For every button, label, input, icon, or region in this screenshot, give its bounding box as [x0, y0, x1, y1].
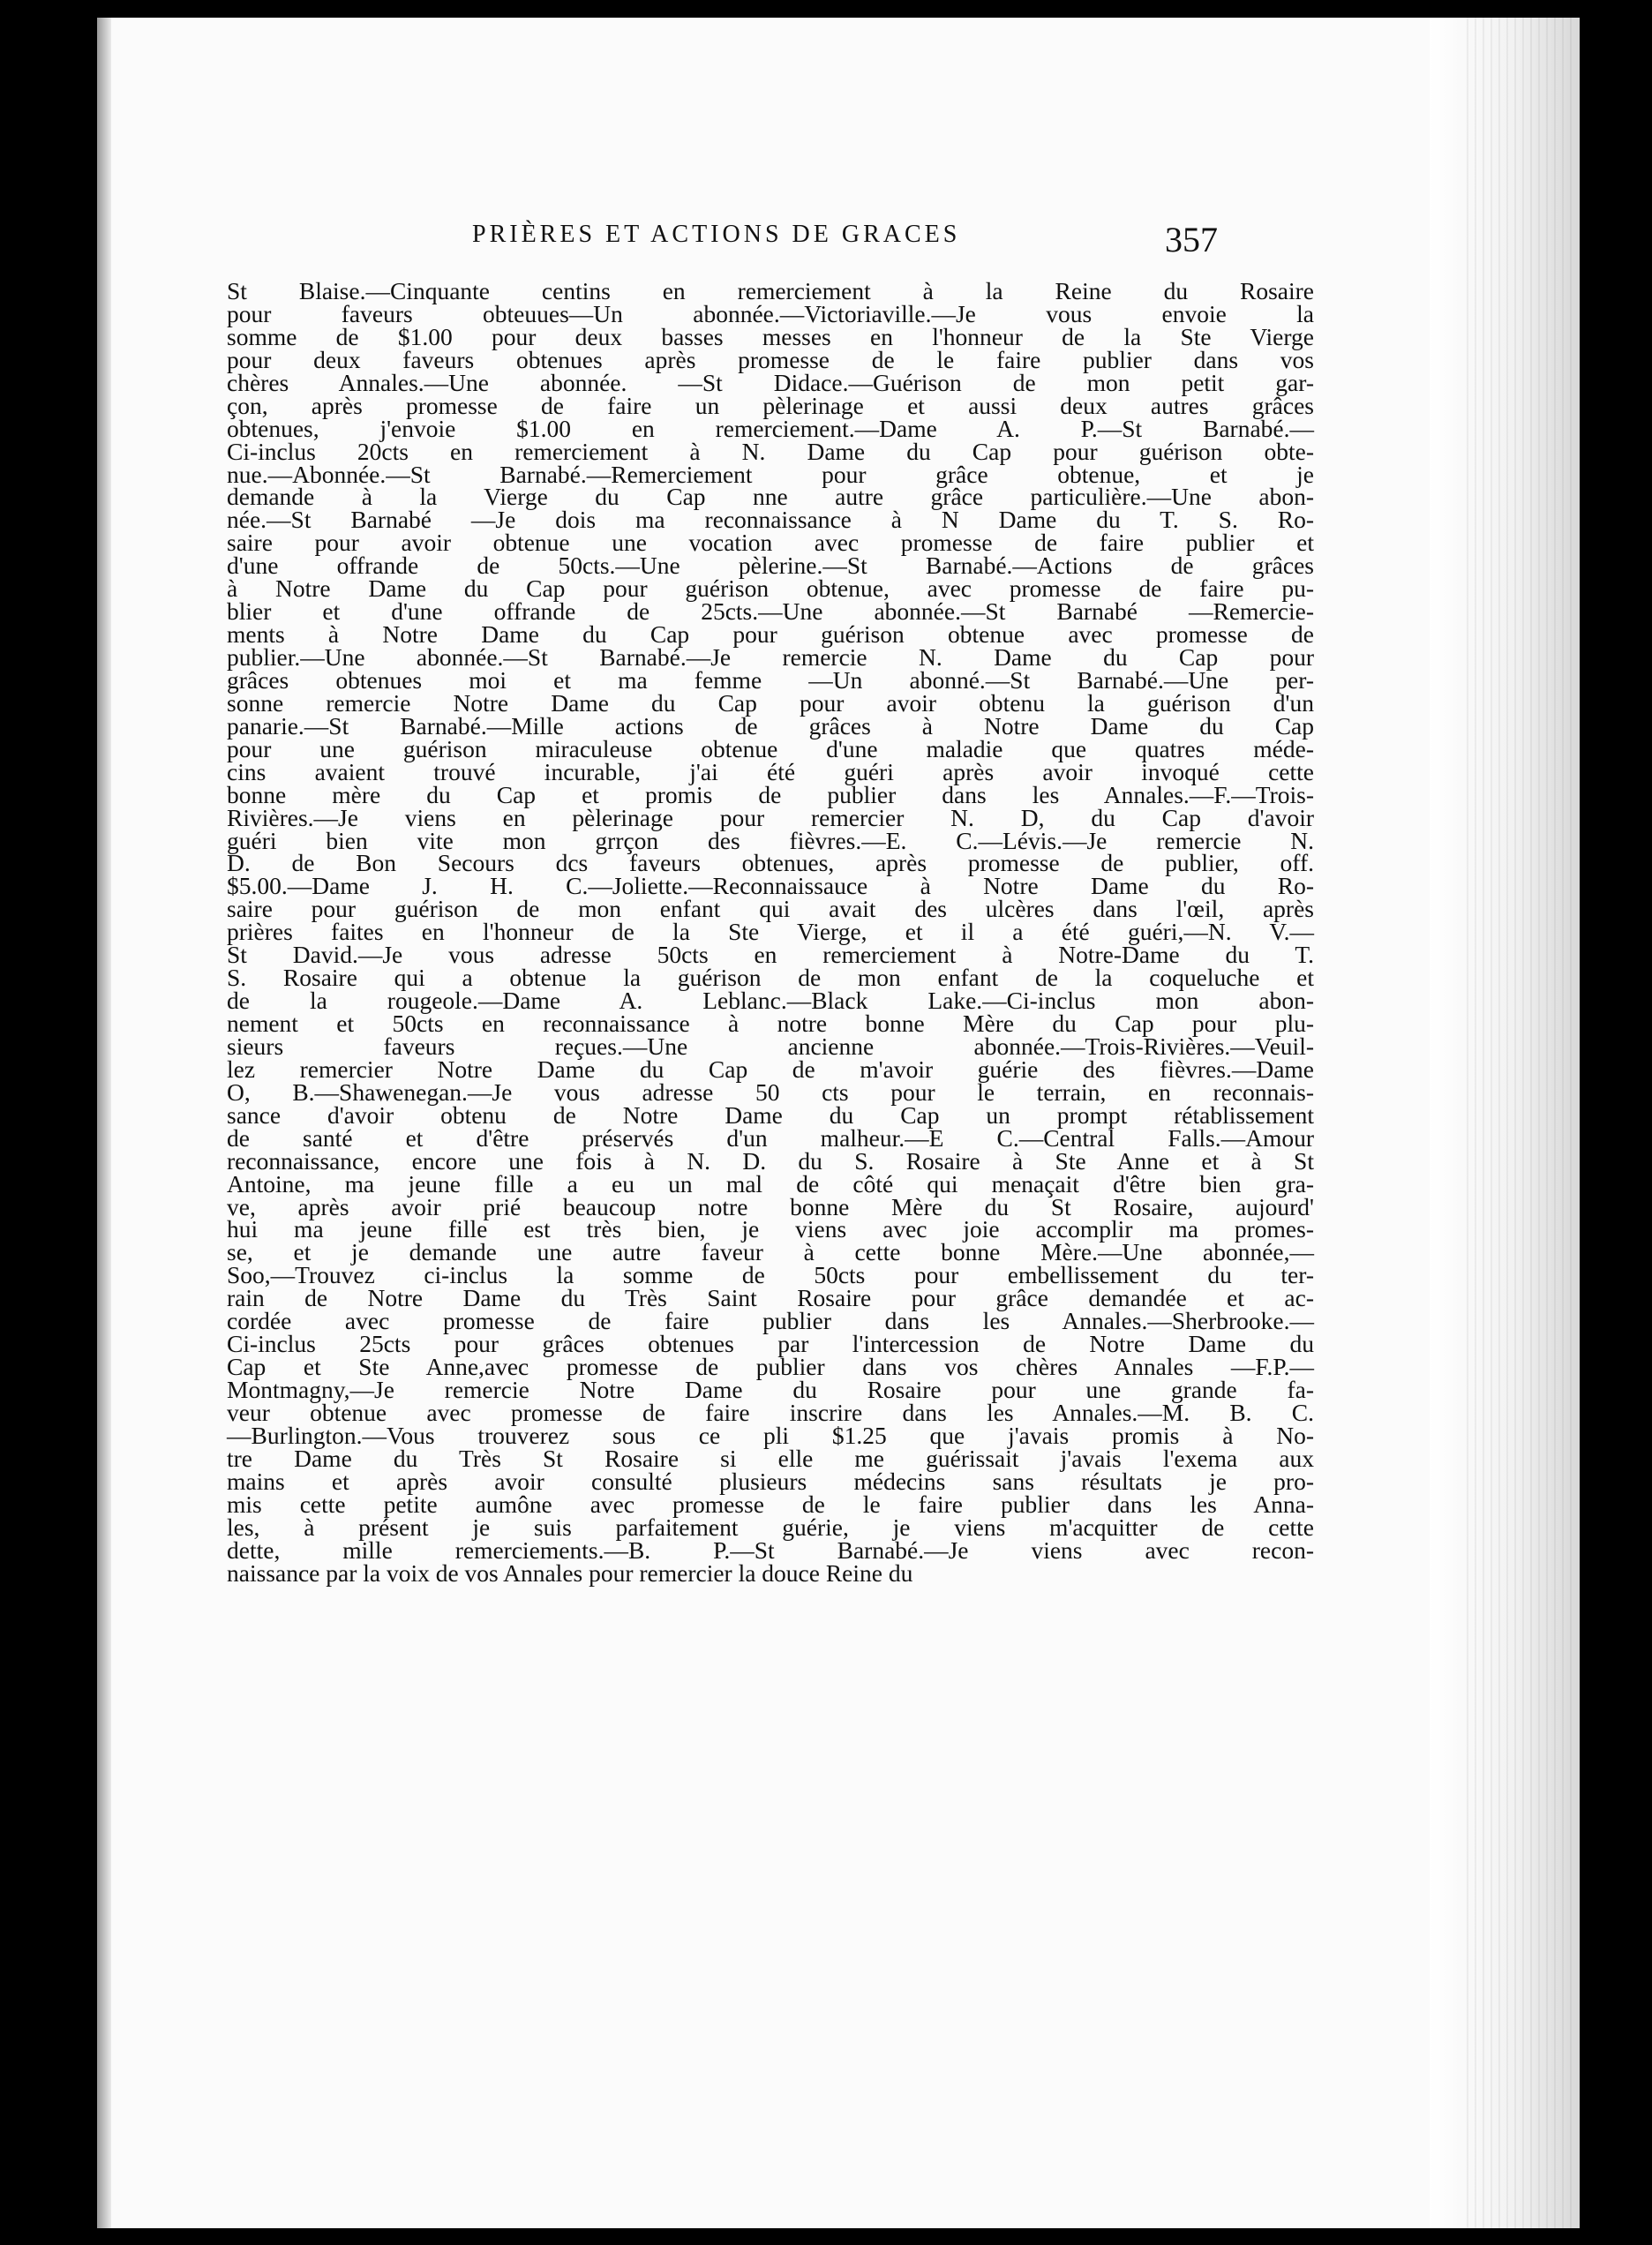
text-line: les, à présent je suis parfaitement guérie, je viens m'acquitter de cette: [227, 1513, 1314, 1541]
text-line: St Blaise.—Cinquante centins en remerciement à la Reine du Rosaire: [227, 277, 1314, 304]
text-line: se, et je demande une autre faveur à cette bonne Mère.—Une abonnée,—: [227, 1238, 1314, 1266]
text-line: chères Annales.—Une abonnée. —St Didace.—Guérison de mon petit gar-: [227, 368, 1314, 396]
text-line: cordée avec promesse de faire publier dans les Annales.—Sherbrooke.—: [227, 1307, 1314, 1335]
book-page: [97, 18, 1580, 2228]
text-line: saire pour guérison de mon enfant qui avait des ulcères dans l'œil, après: [227, 895, 1314, 923]
page-edge-shading: [1430, 18, 1580, 2228]
text-line: panarie.—St Barnabé.—Mille actions de grâces à Notre Dame du Cap: [227, 711, 1314, 740]
text-line: Ci-inclus 20cts en remerciement à N. Dame du Cap pour guérison obte-: [227, 437, 1314, 465]
text-line: somme de $1.00 pour deux basses messes en l'honneur de la Ste Vierge: [227, 322, 1314, 350]
body-text: [227, 277, 1314, 1587]
text-line: St David.—Je vous adresse 50cts en remerciement à Notre-Dame du T.: [227, 941, 1314, 969]
text-line: Montmagny,—Je remercie Notre Dame du Rosaire pour une grande fa-: [227, 1376, 1314, 1403]
text-line: nue.—Abonnée.—St Barnabé.—Remerciement pour grâce obtenue, et je: [227, 460, 1314, 488]
text-line: de santé et d'être préservés d'un malheur.—E C.—Central Falls.—Amour: [227, 1123, 1314, 1152]
text-line: mis cette petite aumône avec promesse de le faire publier dans les Anna-: [227, 1490, 1314, 1518]
text-line: reconnaissance, encore une fois à N. D. du S. Rosaire à Ste Anne et à St: [227, 1146, 1314, 1175]
text-line: guéri bien vite mon grrçon des fièvres.—E. C.—Lévis.—Je remercie N.: [227, 826, 1314, 854]
text-line: cins avaient trouvé incurable, j'ai été guéri après avoir invoqué cette: [227, 757, 1314, 785]
text-line: hui ma jeune fille est très bien, je viens avec joie accomplir ma promes-: [227, 1215, 1314, 1243]
text-line: mains et après avoir consulté plusieurs médecins sans résultats je pro-: [227, 1467, 1314, 1495]
text-line: Cap et Ste Anne,avec promesse de publier dans vos chères Annales —F.P.—: [227, 1353, 1314, 1381]
text-line: pour faveurs obteuues—Un abonnée.—Victoriaville.—Je vous envoie la: [227, 299, 1314, 327]
page-number: 357: [1165, 220, 1218, 259]
text-line: sieurs faveurs reçues.—Une ancienne abonnée.—Trois-Rivières.—Veuil-: [227, 1032, 1314, 1060]
text-line: rain de Notre Dame du Très Saint Rosaire pour grâce demandée et ac-: [227, 1284, 1314, 1312]
page-edge-leaves: [1467, 18, 1573, 2228]
text-line: sance d'avoir obtenu de Notre Dame du Cap un prompt rétablissement: [227, 1100, 1314, 1129]
text-line: lez remercier Notre Dame du Cap de m'avoir guérie des fièvres.—Dame: [227, 1055, 1314, 1083]
text-line: née.—St Barnabé —Je dois ma reconnaissance à N Dame du T. S. Ro-: [227, 506, 1314, 534]
text-line: Ci-inclus 25cts pour grâces obtenues par l'intercession de Notre Dame du: [227, 1330, 1314, 1358]
text-line: dette, mille remerciements.—B. P.—St Barnabé.—Je viens avec recon-: [227, 1535, 1314, 1564]
text-line: $5.00.—Dame J. H. C.—Joliette.—Reconnaissauce à Notre Dame du Ro-: [227, 872, 1314, 900]
text-line: Rivières.—Je viens en pèlerinage pour remercier N. D, du Cap d'avoir: [227, 803, 1314, 831]
running-title: PRIÈRES ET ACTIONS DE GRACES: [472, 221, 961, 248]
text-line: pour deux faveurs obtenues après promesse de le faire publier dans vos: [227, 345, 1314, 373]
text-line: O, B.—Shawenegan.—Je vous adresse 50 cts pour le terrain, en reconnais-: [227, 1077, 1314, 1106]
text-line: naissance par la voix de vos Annales pour remercier la douce Reine du: [227, 1558, 913, 1587]
text-line: de la rougeole.—Dame A. Leblanc.—Black Lake.—Ci-inclus mon abon-: [227, 987, 1314, 1015]
text-line: pour une guérison miraculeuse obtenue d'une maladie que quatres méde-: [227, 734, 1314, 762]
text-line: ments à Notre Dame du Cap pour guérison obtenue avec promesse de: [227, 620, 1314, 649]
text-line: sonne remercie Notre Dame du Cap pour avoir obtenu la guérison d'un: [227, 688, 1314, 717]
text-line: saire pour avoir obtenue une vocation avec promesse de faire publier et: [227, 529, 1314, 557]
text-line: prières faites en l'honneur de la Ste Vierge, et il a été guéri,—N. V.—: [227, 918, 1314, 946]
text-line: çon, après promesse de faire un pèlerinage et aussi deux autres grâces: [227, 391, 1314, 419]
text-line: nement et 50cts en reconnaissance à notre bonne Mère du Cap pour plu-: [227, 1010, 1314, 1037]
text-line: S. Rosaire qui a obtenue la guérison de mon enfant de la coqueluche et: [227, 964, 1314, 992]
text-line: demande à la Vierge du Cap nne autre grâce particulière.—Une abon-: [227, 483, 1314, 511]
text-line: d'une offrande de 50cts.—Une pèlerine.—St Barnabé.—Actions de grâces: [227, 552, 1314, 580]
page-gutter-shadow: [97, 18, 111, 2228]
text-line: ve, après avoir prié beaucoup notre bonne Mère du St Rosaire, aujourd': [227, 1192, 1314, 1220]
text-line: —Burlington.—Vous trouverez sous ce pli $1.25 que j'avais promis à No-: [227, 1421, 1314, 1449]
text-line: tre Dame du Très St Rosaire si elle me guérissait j'avais l'exema aux: [227, 1444, 1314, 1472]
text-line: Soo,—Trouvez ci-inclus la somme de 50cts pour embellissement du ter-: [227, 1261, 1314, 1289]
text-line: à Notre Dame du Cap pour guérison obtenue, avec promesse de faire pu-: [227, 574, 1314, 603]
text-line: veur obtenue avec promesse de faire inscrire dans les Annales.—M. B. C.: [227, 1398, 1314, 1426]
text-line: Antoine, ma jeune fille a eu un mal de côté qui menaçait d'être bien gra-: [227, 1169, 1314, 1198]
text-line: grâces obtenues moi et ma femme —Un abonné.—St Barnabé.—Une per-: [227, 665, 1314, 694]
text-line: D. de Bon Secours dcs faveurs obtenues, après promesse de publier, off.: [227, 849, 1314, 877]
text-line: obtenues, j'envoie $1.00 en remerciement.—Dame A. P.—St Barnabé.—: [227, 414, 1314, 442]
text-line: blier et d'une offrande de 25cts.—Une abonnée.—St Barnabé —Remercie-: [227, 597, 1314, 626]
text-line: publier.—Une abonnée.—St Barnabé.—Je remercie N. Dame du Cap pour: [227, 643, 1314, 671]
text-line: bonne mère du Cap et promis de publier dans les Annales.—F.—Trois-: [227, 780, 1314, 808]
